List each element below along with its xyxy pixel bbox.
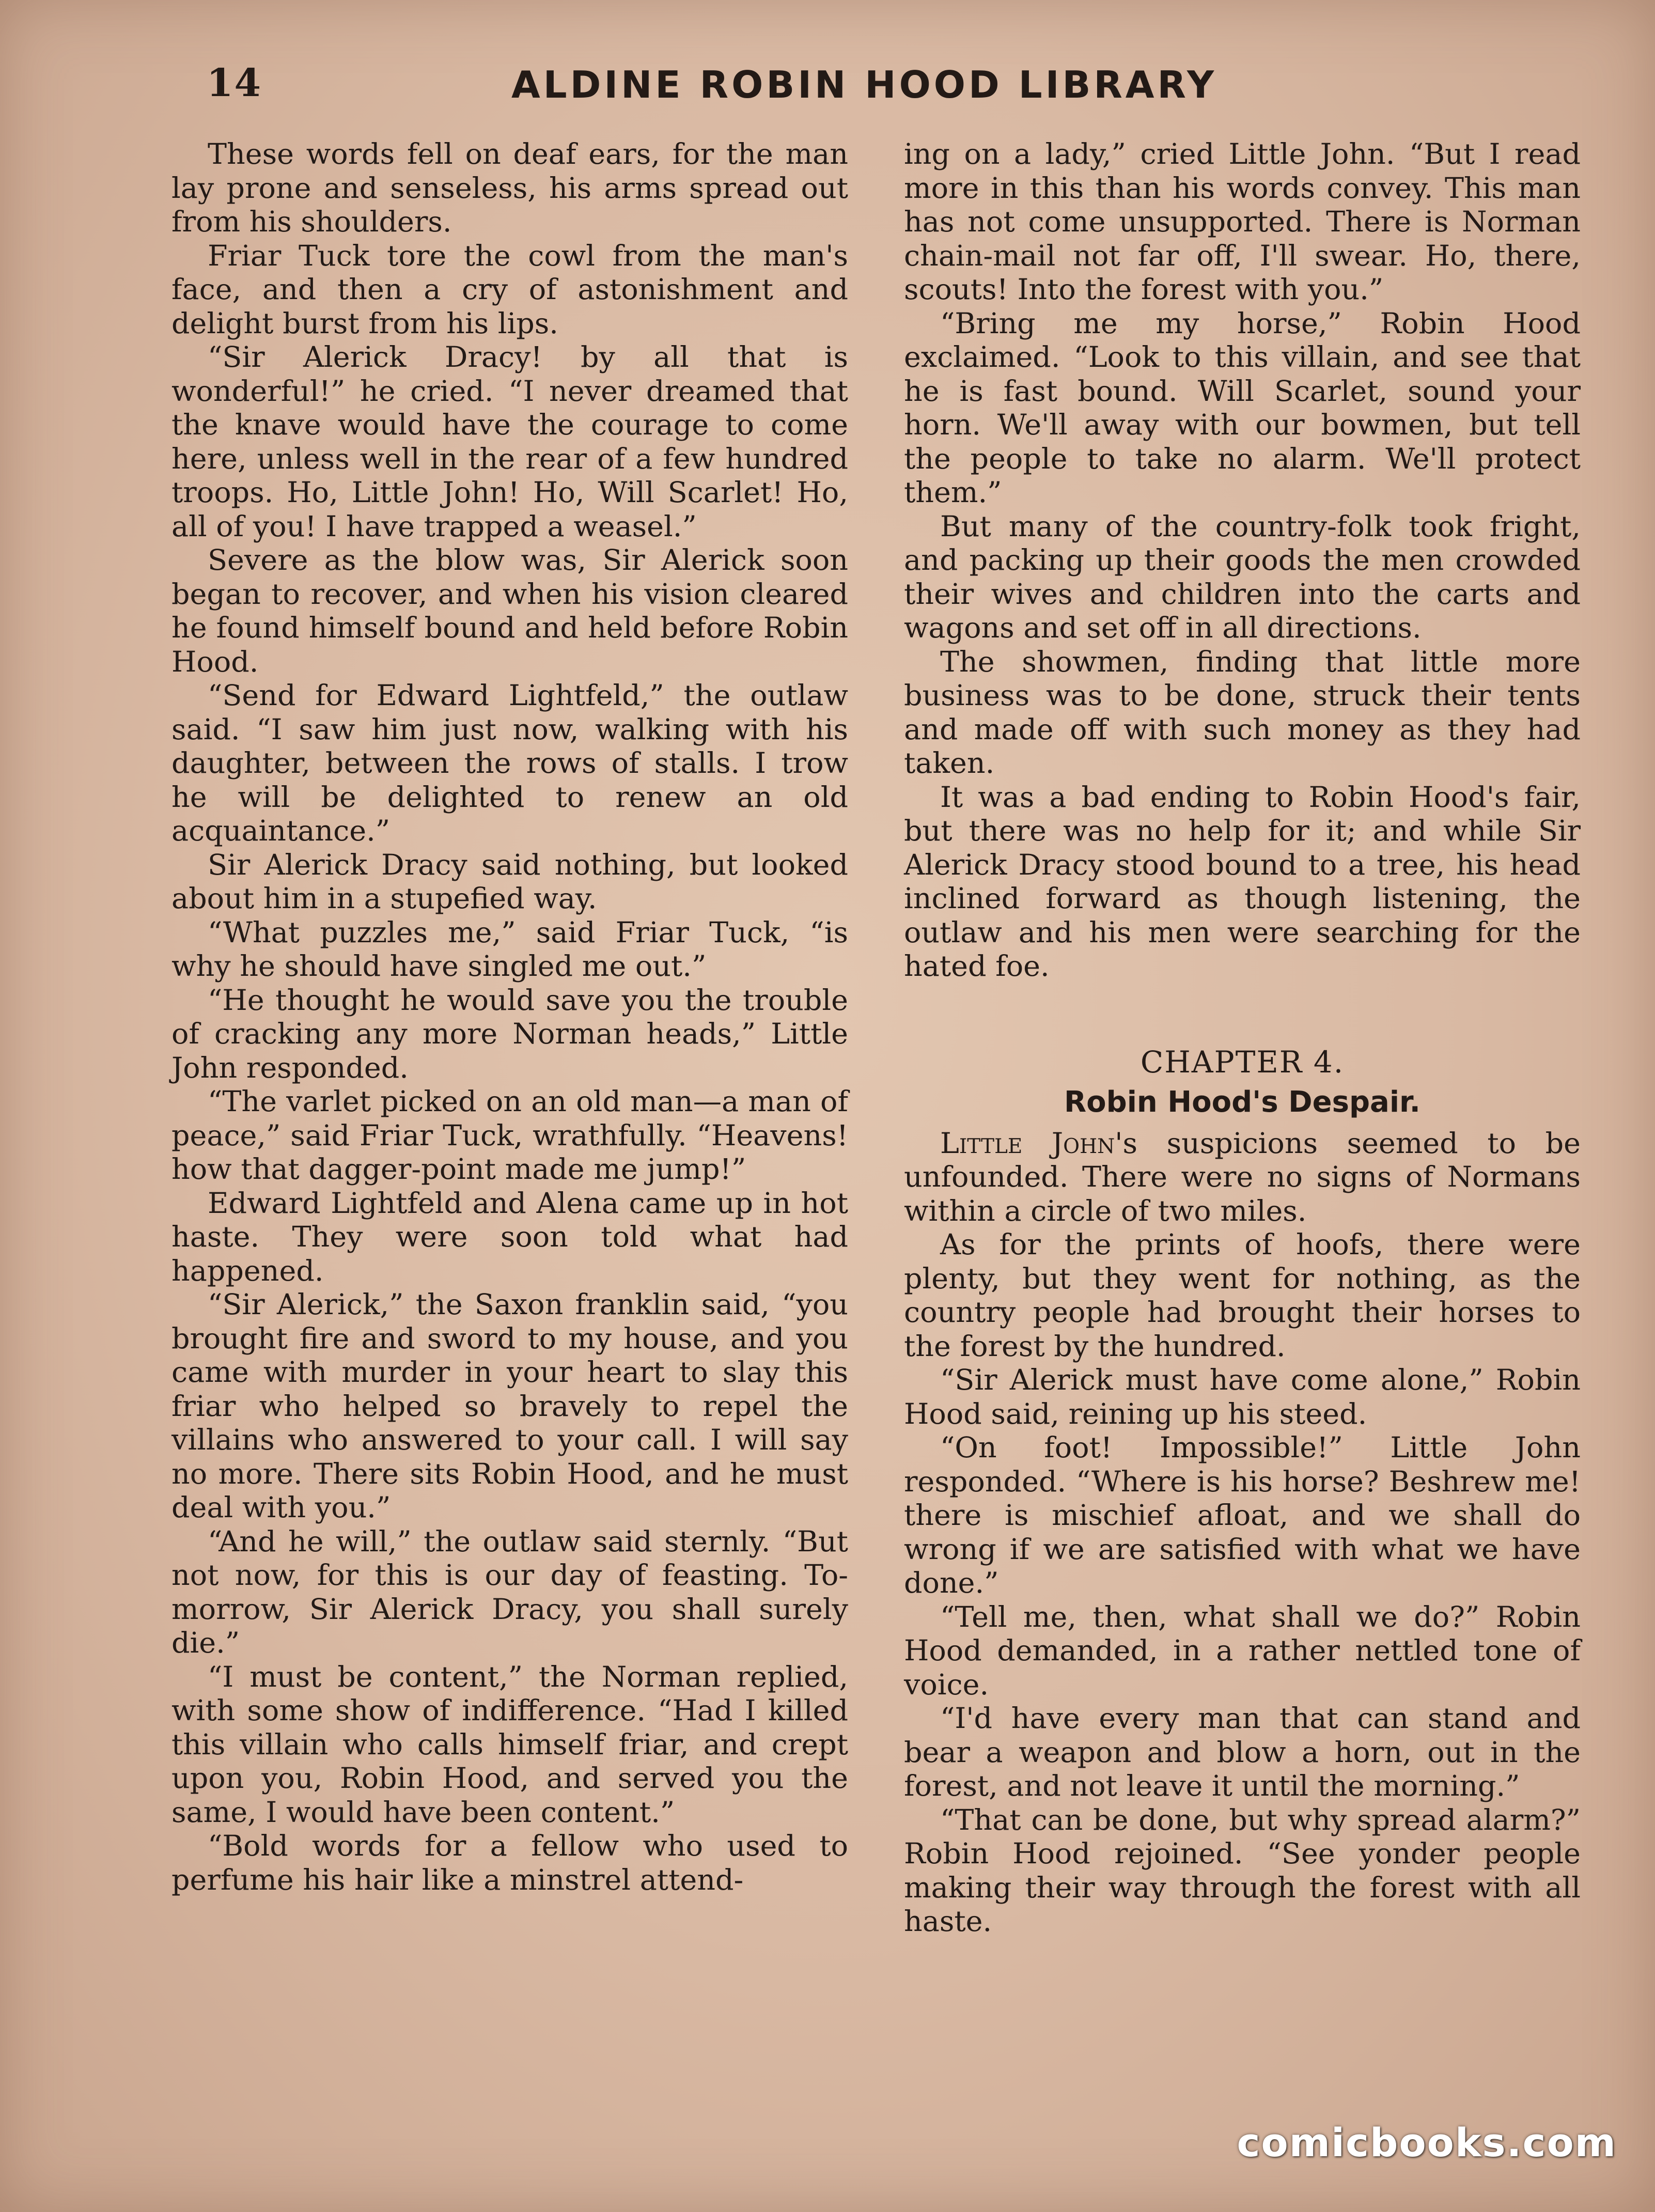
opening-text: 's suspicions seemed to be unfounded. There were no signs of Normans within a circle of two miles. (904, 1126, 1581, 1228)
paragraph: “I'd have every man that can stand and bear a weapon and blow a horn, out in the forest, and not leave it until the morning.” (904, 1702, 1581, 1803)
paragraph: “What puzzles me,” said Friar Tuck, “is why he should have singled me out.” (171, 915, 848, 983)
left-column (171, 137, 848, 1897)
paragraph: Sir Alerick Dracy said nothing, but looked about him in a stupefied way. (171, 848, 848, 915)
chapter-heading: CHAPTER 4. (1140, 1044, 1345, 1080)
paragraph: Severe as the blow was, Sir Alerick soon began to recover, and when his vision cleared he found himself bound and held before Robin Hood. (171, 543, 848, 679)
chapter-subtitle: Robin Hood's Despair. (1064, 1085, 1420, 1119)
opening-smallcaps: Little John (940, 1126, 1115, 1160)
paragraph: “Send for Edward Lightfeld,” the outlaw said. “I saw him just now, walking with his daughter, between the rows of stalls. I trow he will be delighted to renew an old acquaintance.” (171, 679, 848, 848)
paragraph: “Sir Alerick must have come alone,” Robin Hood said, reining up his steed. (904, 1363, 1581, 1431)
paragraph: These words fell on deaf ears, for the man lay prone and senseless, his arms spread out from his shoulders. (171, 137, 848, 239)
paragraph: “Bring me my horse,” Robin Hood exclaimed. “Look to this villain, and see that he is fast bound. Will Scarlet, sound your horn. We'll away with our bowmen, but tell the people to take no alarm. We'll protect them.” (904, 306, 1581, 509)
paragraph: “The varlet picked on an old man—a man of peace,” said Friar Tuck, wrathfully. “Heavens! how that dagger-point made me jump!” (171, 1085, 848, 1186)
paragraph: The showmen, finding that little more business was to be done, struck their tents and made off with such money as they had taken. (904, 645, 1581, 780)
paragraph: “Sir Alerick Dracy! by all that is wonderful!” he cried. “I never dreamed that the knave would have the courage to come here, unless well in the rear of a few hundred troops. Ho, Little John! Ho, Will Scarlet! Ho, all of you! I have trapped a weasel.” (171, 340, 848, 543)
paragraph: As for the prints of hoofs, there were plenty, but they went for nothing, as the country people had brought their horses to the forest by the hundred. (904, 1228, 1581, 1363)
paragraph: “Tell me, then, what shall we do?” Robin Hood demanded, in a rather nettled tone of voice. (904, 1600, 1581, 1702)
watermark: comicbooks.com (1237, 2120, 1617, 2166)
chapter-opening-paragraph (904, 1127, 1581, 1228)
paragraph: “That can be done, but why spread alarm?” Robin Hood rejoined. “See yonder people making their way through the forest with all haste. (904, 1803, 1581, 1938)
right-column (904, 137, 1581, 1939)
paragraph: “On foot! Impossible!” Little John responded. “Where is his horse? Beshrew me! there is mischief afloat, and we shall do wrong if we are satisfied with what we have done.” (904, 1431, 1581, 1600)
paragraph: It was a bad ending to Robin Hood's fair, but there was no help for it; and while Sir Alerick Dracy stood bound to a tree, his head inclined forward as though listening, the outlaw and his men were searching for the hated foe. (904, 780, 1581, 983)
paragraph: “Bold words for a fellow who used to perfume his hair like a minstrel attend- (171, 1829, 848, 1897)
paragraph-continued: ing on a lady,” cried Little John. “But I read more in this than his words convey. This man has not come unsupported. There is Norman chain-mail not far off, I'll swear. Ho, there, scouts! Into the forest with you.” (904, 137, 1581, 306)
running-head (207, 61, 1260, 118)
paragraph: Friar Tuck tore the cowl from the man's face, and then a cry of astonishment and delight burst from his lips. (171, 239, 848, 340)
paragraph: But many of the country-folk took fright, and packing up their goods the men crowded their wives and children into the carts and wagons and set off in all directions. (904, 509, 1581, 645)
paragraph: “And he will,” the outlaw said sternly. “But not now, for this is our day of feasting. To-morrow, Sir Alerick Dracy, you shall surely die.” (171, 1524, 848, 1660)
paragraph: Edward Lightfeld and Alena came up in hot haste. They were soon told what had happened. (171, 1186, 848, 1288)
library-title: ALDINE ROBIN HOOD LIBRARY (511, 63, 1217, 106)
paragraph: “He thought he would save you the trouble of cracking any more Norman heads,” Little John responded. (171, 983, 848, 1085)
paragraph: “I must be content,” the Norman replied, with some show of indifference. “Had I killed this villain who calls himself friar, and crept upon you, Robin Hood, and served you the same, I would have been content.” (171, 1660, 848, 1829)
paragraph: “Sir Alerick,” the Saxon franklin said, “you brought fire and sword to my house, and you came with murder in your heart to slay this friar who helped so bravely to repel the villains who answered to your call. I will say no more. There sits Robin Hood, and he must deal with you.” (171, 1288, 848, 1524)
page-number: 14 (207, 61, 262, 105)
